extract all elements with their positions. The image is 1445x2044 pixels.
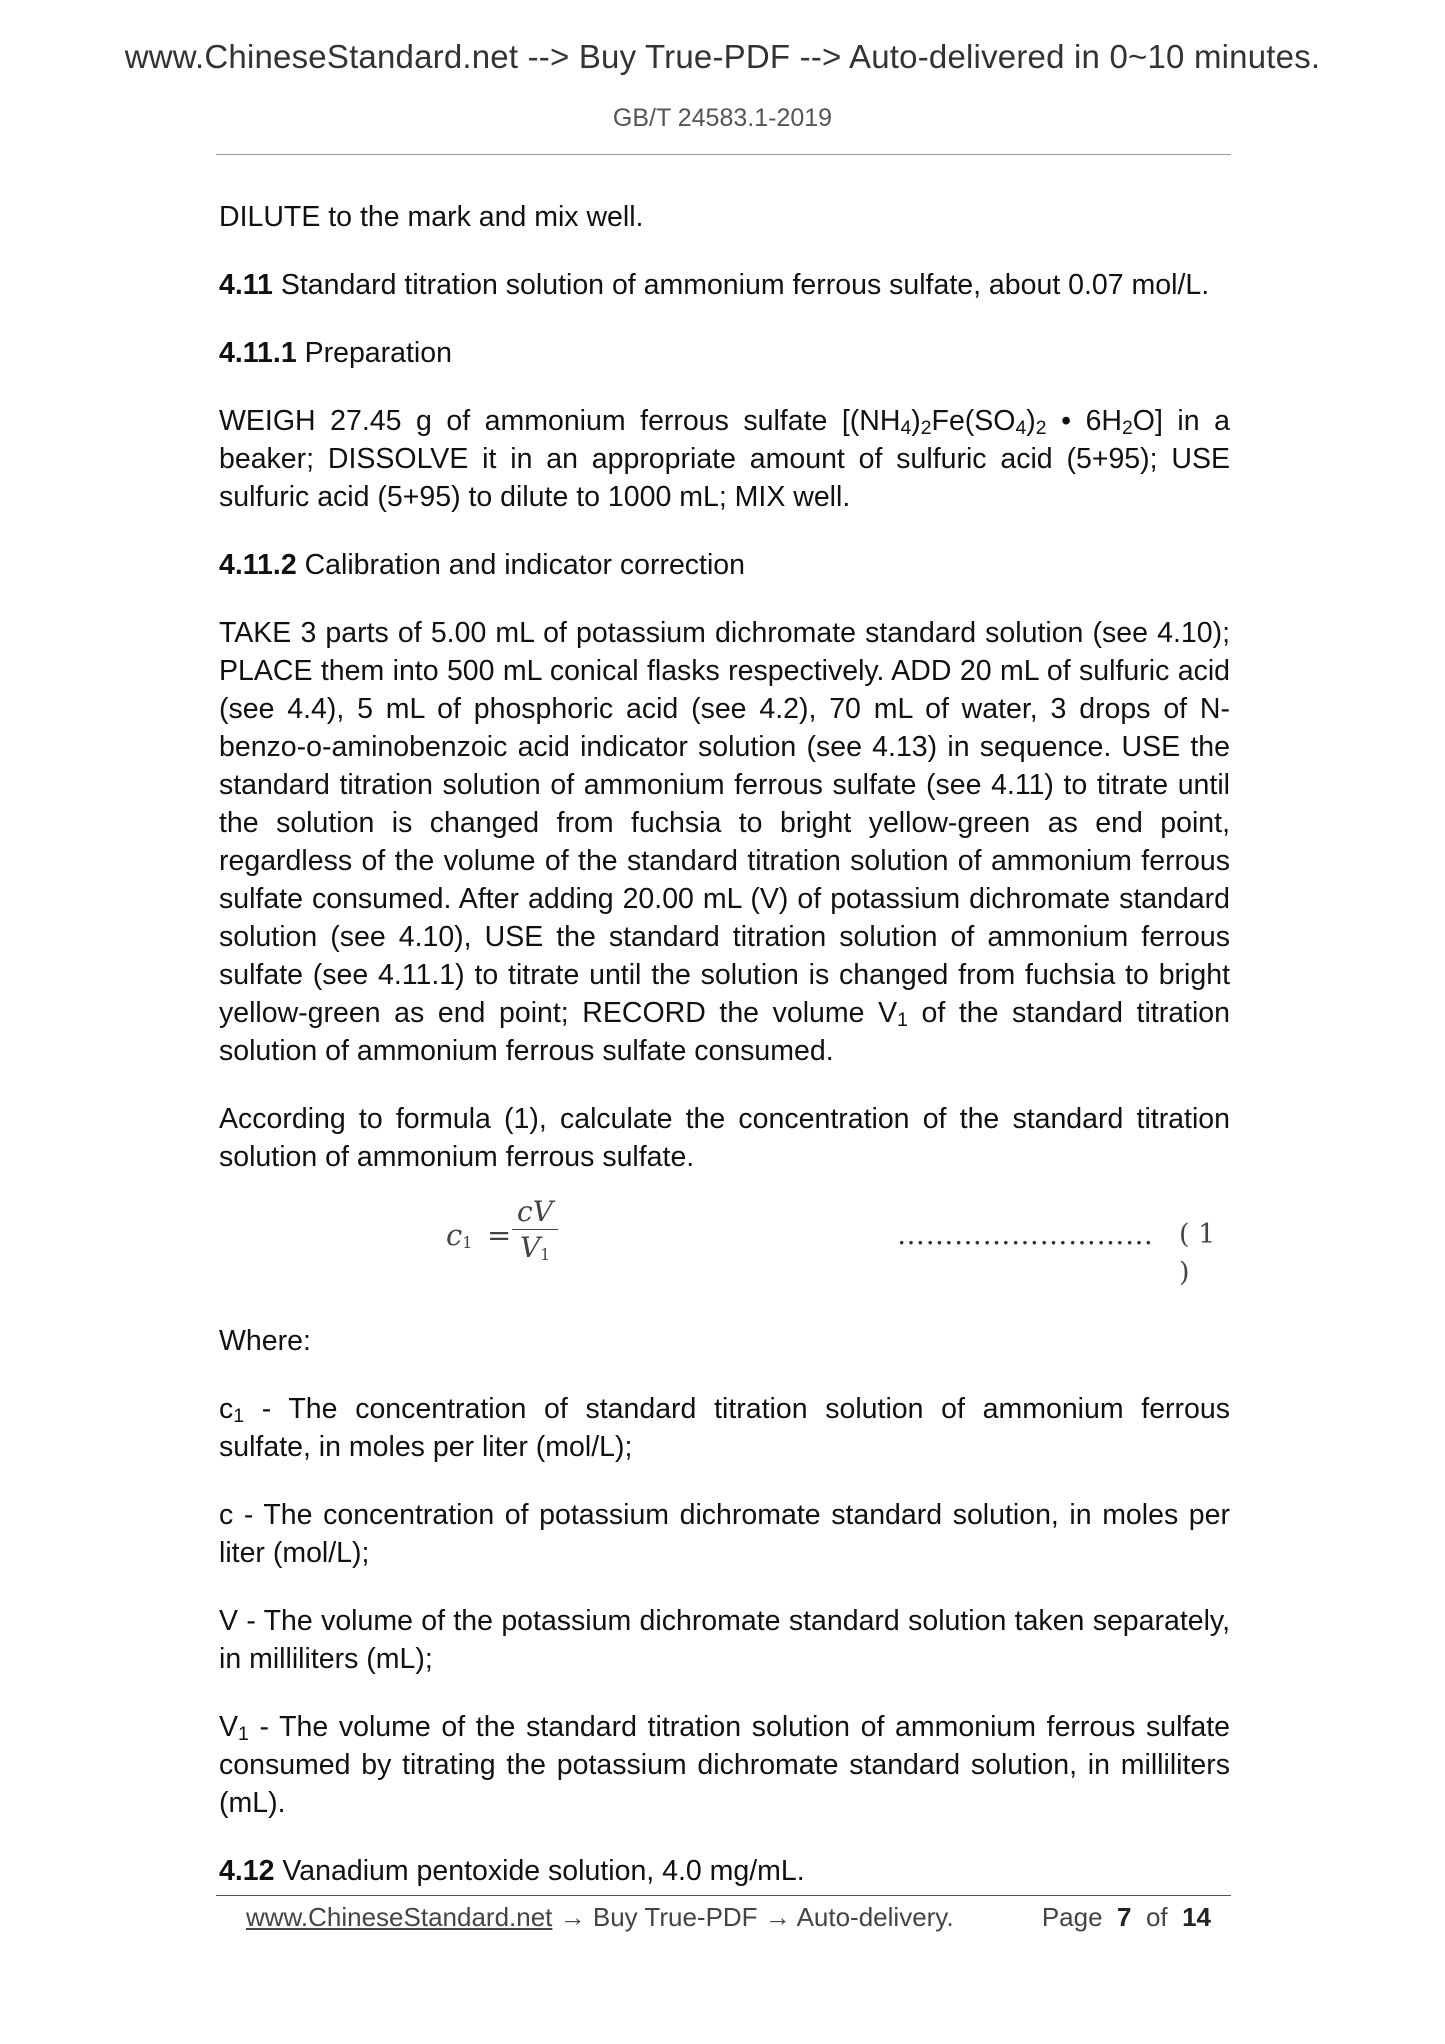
section-title: Standard titration solution of ammonium ferrous sulfate, about 0.07 mol/L.	[272, 269, 1210, 301]
formula-numerator: cV	[512, 1196, 558, 1230]
formula-number: ( 1 )	[1179, 1219, 1216, 1288]
paragraph-preparation	[219, 402, 1230, 516]
text-run: of the standard titration solution of ammonium ferrous sulfate consumed.	[219, 997, 1230, 1067]
paragraph-dilute: DILUTE to the mark and mix well.	[219, 201, 644, 233]
page-content	[219, 198, 1230, 1920]
formula-denominator	[512, 1230, 558, 1266]
formula-1	[219, 1195, 1230, 1292]
section-title: Vanadium pentoxide solution, 4.0 mg/mL.	[274, 1855, 805, 1887]
page-number: 7	[1117, 1902, 1132, 1932]
formula-lhs	[446, 1216, 472, 1254]
section-title: Calibration and indicator correction	[296, 549, 745, 581]
text-run: - The volume of the standard titration solution of ammonium ferrous sulfate consumed by titrating the potassium dichromate standard solution, in milliliters (mL).	[219, 1711, 1230, 1819]
definition-v: V - The volume of the potassium dichromate standard solution taken separately, in milliliters (mL);	[219, 1605, 1230, 1675]
subscript: 2	[1035, 416, 1047, 439]
section-number: 4.11.2	[219, 549, 297, 581]
formula-leader-dots: ………………………	[897, 1218, 1154, 1251]
paragraph-formula-intro: According to formula (1), calculate the concentration of the standard titration solution of ammonium ferrous sulfate.	[219, 1103, 1230, 1173]
text-run: WEIGH 27.45 g of ammonium ferrous sulfate [(NH	[219, 405, 901, 437]
text-run: )	[911, 405, 921, 437]
section-4-11	[219, 266, 1230, 304]
section-number: 4.12	[219, 1855, 275, 1887]
section-4-12	[219, 1852, 1230, 1890]
subscript: 4	[1015, 416, 1027, 439]
subscript: 2	[920, 416, 932, 439]
paragraph-calibration	[219, 614, 1230, 1070]
formula-fraction	[512, 1196, 558, 1266]
paragraph-where: Where:	[219, 1325, 311, 1357]
formula-equals: =	[487, 1218, 512, 1252]
definition-c: c - The concentration of potassium dichromate standard solution, in moles per liter (mol/L);	[219, 1499, 1230, 1569]
page-of-label: of	[1145, 1902, 1168, 1932]
header-divider	[216, 154, 1231, 155]
footer-divider	[216, 1895, 1231, 1896]
document-code: GB/T 24583.1-2019	[612, 104, 833, 132]
text-run: V	[219, 1711, 239, 1743]
text-run: O] in a beaker; DISSOLVE it in an appropriate amount of sulfuric acid (5+95); USE sulfuric acid (5+95) to dilute to 1000 mL; MIX well.	[219, 405, 1230, 513]
section-4-11-2	[219, 546, 1230, 584]
footer	[246, 1902, 1221, 1933]
footer-link[interactable]: www.ChineseStandard.net	[246, 1902, 553, 1932]
section-4-11-1	[219, 334, 1230, 372]
page-label: Page	[1041, 1902, 1103, 1932]
subscript: 1	[540, 1246, 551, 1265]
text-run: • 6H	[1046, 405, 1123, 437]
text-run: - The concentration of standard titration solution of ammonium ferrous sulfate, in moles per liter (mol/L);	[219, 1393, 1230, 1463]
definition-v1	[219, 1708, 1230, 1822]
definition-c1	[219, 1390, 1230, 1466]
footer-text: → Buy True-PDF → Auto-delivery.	[552, 1902, 954, 1932]
formula-symbol: V	[519, 1231, 541, 1264]
section-number: 4.11	[219, 269, 273, 301]
text-run: c	[219, 1393, 234, 1425]
page-indicator	[1042, 1902, 1211, 1933]
subscript: 1	[233, 1404, 245, 1427]
page-total: 14	[1182, 1902, 1211, 1932]
section-title: Preparation	[296, 337, 452, 369]
text-run: Fe(SO	[931, 405, 1016, 437]
section-number: 4.11.1	[219, 337, 297, 369]
subscript: 1	[897, 1008, 908, 1031]
header-banner: www.ChineseStandard.net --> Buy True-PDF --> Auto-delivered in 0~10 minutes.	[124, 38, 1321, 75]
formula-symbol: c	[446, 1218, 463, 1252]
text-run: )	[1026, 405, 1036, 437]
subscript: 4	[900, 416, 912, 439]
text-run: TAKE 3 parts of 5.00 mL of potassium dichromate standard solution (see 4.10); PLACE them into 500 mL conical flasks respectively. ADD 20 mL of sulfuric acid (see 4.4), 5 mL of phosphoric acid (see 4.2), 70 mL of water, 3 drops of N-benzo-o-aminobenzoic acid indicator solution (see 4.13) in sequence. USE the standard titration solution of ammonium ferrous sulfate (see 4.11) to titrate until the solution is changed from fuchsia to bright yellow-green as end point, regardless of the volume of the standard titration solution of ammonium ferrous sulfate consumed. After adding 20.00 mL (V) of potassium dichromate standard solution (see 4.10), USE the standard titration solution of ammonium ferrous sulfate (see 4.11.1) to titrate until the solution is changed from fuchsia to bright yellow-green as end point; RECORD the volume V	[219, 617, 1230, 1029]
subscript: 2	[1122, 416, 1133, 439]
subscript: 1	[462, 1233, 473, 1253]
subscript: 1	[238, 1722, 249, 1745]
